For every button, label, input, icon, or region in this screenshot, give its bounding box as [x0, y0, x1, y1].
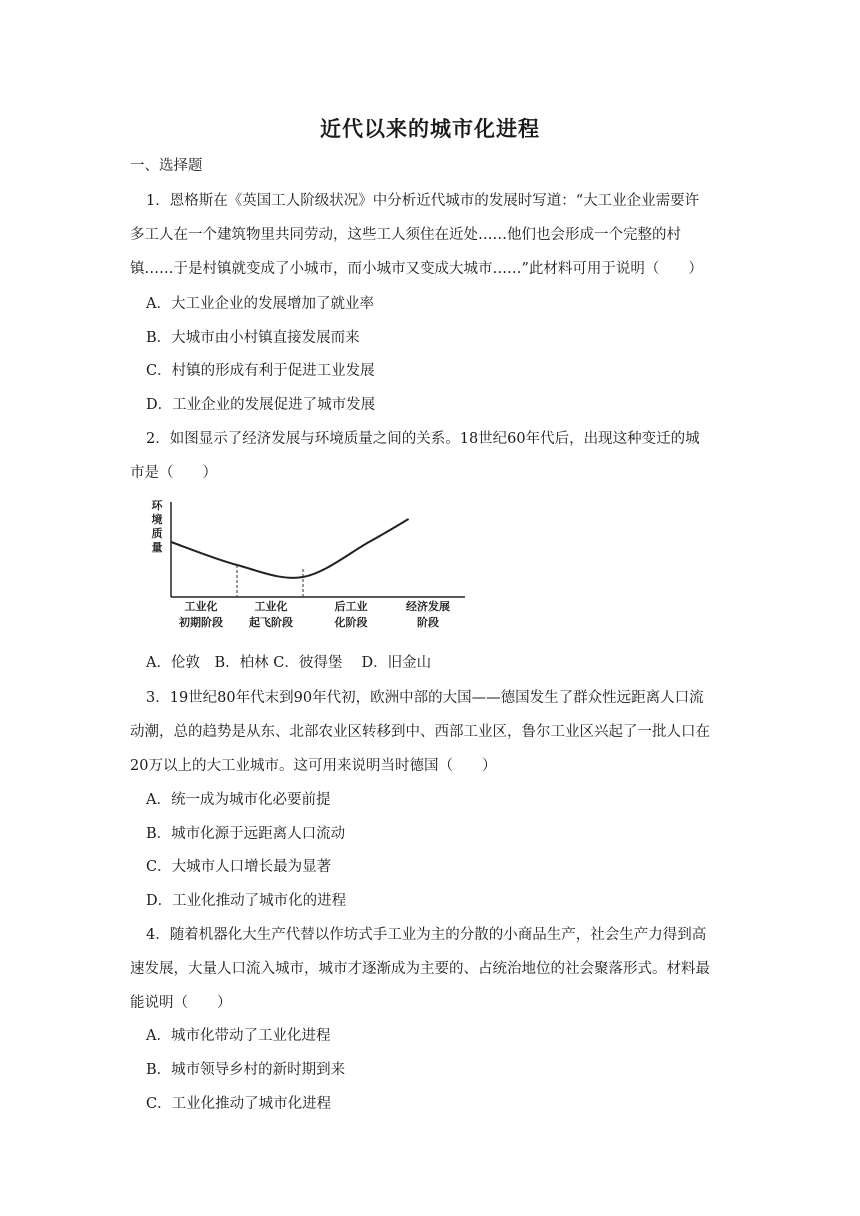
question-2-line-2: 市是（ ） [130, 465, 217, 481]
x-axis-label-line-2: 阶段 [417, 616, 439, 629]
question-4-line-2: 速发展，大量人口流入城市，城市才逐渐成为主要的、占统治地位的社会聚落形式。材料最 [130, 961, 710, 977]
stage-label-3-line-1: 后工业 [334, 600, 368, 613]
series-line-environment-quality [171, 519, 409, 578]
y-axis-label-char-3: 质 [151, 527, 163, 540]
question-3-line-1: 3．19世纪80年代末到90年代初，欧洲中部的大国——德国发生了群众性远距离人口流 [146, 690, 704, 706]
question-3-option-c: C．大城市人口增长最为显著 [146, 859, 332, 875]
stage-label-1-line-2: 初期阶段 [179, 616, 223, 629]
chart-svg [140, 492, 480, 640]
question-4-line-3: 能说明（ ） [130, 995, 232, 1011]
question-1-option-c: C．村镇的形成有利于促进工业发展 [146, 363, 375, 379]
question-3-line-3: 20万以上的大工业城市。这可用来说明当时德国（ ） [130, 758, 497, 774]
environment-quality-chart [140, 492, 480, 640]
question-1-line-2: 多工人在一个建筑物里共同劳动，这些工人须住在近处……他们也会形成一个完整的村 [130, 227, 681, 243]
question-3-line-2: 动潮，总的趋势是从东、北部农业区转移到中、西部工业区，鲁尔工业区兴起了一批人口在 [130, 724, 710, 740]
question-4-line-1: 4．随着机器化大生产代替以作坊式手工业为主的分散的小商品生产，社会生产力得到高 [146, 927, 707, 943]
question-4-option-a: A．城市化带动了工业化进程 [146, 1028, 331, 1044]
x-axis-label-line-1: 经济发展 [406, 600, 450, 613]
question-2-line-1: 2．如图显示了经济发展与环境质量之间的关系。18世纪60年代后，出现这种变迁的城 [146, 431, 700, 447]
question-4-option-b: B．城市领导乡村的新时期到来 [146, 1062, 346, 1078]
question-1-option-d: D．工业企业的发展促进了城市发展 [146, 397, 376, 413]
question-3-option-d: D．工业化推动了城市化的进程 [146, 893, 347, 909]
question-1-line-1: 1．恩格斯在《英国工人阶级状况》中分析近代城市的发展时写道：“大工业企业需要许 [146, 193, 700, 209]
stage-label-1-line-1: 工业化 [184, 600, 218, 613]
stage-label-3-line-2: 化阶段 [334, 616, 368, 629]
stage-label-2-line-1: 工业化 [254, 600, 288, 613]
question-1-option-a: A．大工业企业的发展增加了就业率 [146, 296, 374, 312]
question-3-option-a: A．统一成为城市化必要前提 [146, 792, 331, 808]
y-axis-label-char-4: 量 [151, 541, 163, 554]
question-3-option-b: B．城市化源于远距离人口流动 [146, 826, 346, 842]
y-axis-label-char-2: 境 [151, 513, 163, 526]
question-4-option-c: C．工业化推动了城市化进程 [146, 1096, 332, 1112]
question-1-line-3: 镇……于是村镇就变成了小城市，而小城市又变成大城市……”此材料可用于说明（ ） [130, 261, 703, 277]
question-1-option-b: B．大城市由小村镇直接发展而来 [146, 330, 360, 346]
page-title: 近代以来的城市化进程 [320, 117, 540, 141]
section-heading: 一、选择题 [130, 158, 203, 174]
y-axis-label-char-1: 环 [151, 499, 163, 512]
stage-label-2-line-2: 起飞阶段 [249, 616, 293, 629]
question-2-options: A．伦敦 B．柏林 C．彼得堡 D．旧金山 [146, 655, 432, 671]
